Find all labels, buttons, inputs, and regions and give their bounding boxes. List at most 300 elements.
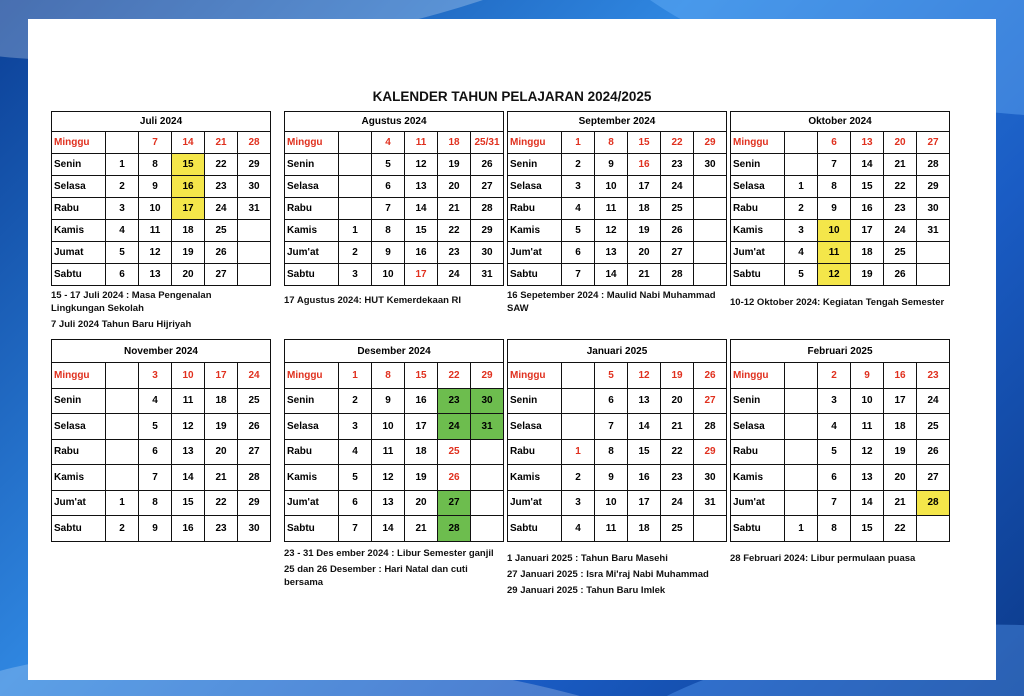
- date-cell: 12: [628, 363, 661, 389]
- date-cell: 19: [851, 264, 884, 286]
- week-day-row: [285, 414, 504, 440]
- week-day-row: [508, 132, 727, 154]
- month-table: [507, 111, 727, 286]
- day-name: Jum'at: [731, 242, 785, 264]
- date-cell: 12: [405, 154, 438, 176]
- date-cell: 20: [438, 176, 471, 198]
- date-cell: 18: [405, 439, 438, 465]
- date-cell: 31: [471, 414, 504, 440]
- date-cell: 17: [628, 176, 661, 198]
- week-day-row: [52, 176, 271, 198]
- date-cell: 22: [661, 132, 694, 154]
- date-cell: 9: [851, 363, 884, 389]
- date-cell: 9: [595, 465, 628, 491]
- date-cell: 8: [595, 132, 628, 154]
- date-cell: 30: [694, 154, 727, 176]
- week-day-row: [508, 414, 727, 440]
- date-cell: 26: [661, 220, 694, 242]
- week-day-row: [285, 516, 504, 542]
- date-cell: 15: [851, 176, 884, 198]
- date-cell: 1: [339, 363, 372, 389]
- date-cell: 22: [438, 363, 471, 389]
- day-name: Jum'at: [508, 242, 562, 264]
- week-day-row: [731, 176, 950, 198]
- week-day-row: [731, 414, 950, 440]
- month-name: November 2024: [52, 340, 271, 363]
- date-cell: [339, 132, 372, 154]
- date-cell: 27: [694, 388, 727, 414]
- day-name: Senin: [52, 154, 106, 176]
- week-day-row: [285, 154, 504, 176]
- date-cell: 20: [405, 490, 438, 516]
- date-cell: 3: [106, 198, 139, 220]
- date-cell: 5: [785, 264, 818, 286]
- date-cell: [339, 198, 372, 220]
- date-cell: 5: [595, 363, 628, 389]
- date-cell: 28: [694, 414, 727, 440]
- month-name: Juli 2024: [52, 112, 271, 132]
- date-cell: 16: [851, 198, 884, 220]
- date-cell: 6: [372, 176, 405, 198]
- date-cell: 16: [172, 176, 205, 198]
- date-cell: 3: [139, 363, 172, 389]
- month-notes: [507, 552, 722, 600]
- date-cell: 24: [205, 198, 238, 220]
- date-cell: 30: [238, 176, 271, 198]
- date-cell: 9: [372, 388, 405, 414]
- date-cell: 14: [595, 264, 628, 286]
- date-cell: [917, 264, 950, 286]
- date-cell: 15: [851, 516, 884, 542]
- date-cell: 7: [562, 264, 595, 286]
- week-day-row: [285, 465, 504, 491]
- date-cell: 4: [139, 388, 172, 414]
- week-day-row: [52, 363, 271, 389]
- date-cell: 15: [172, 490, 205, 516]
- date-cell: 16: [405, 242, 438, 264]
- date-cell: [238, 220, 271, 242]
- date-cell: 25: [884, 242, 917, 264]
- date-cell: 9: [372, 242, 405, 264]
- date-cell: 16: [884, 363, 917, 389]
- day-name: Minggu: [508, 132, 562, 154]
- date-cell: 23: [438, 242, 471, 264]
- week-day-row: [52, 264, 271, 286]
- date-cell: 11: [372, 439, 405, 465]
- day-name: Kamis: [731, 220, 785, 242]
- date-cell: 2: [106, 516, 139, 542]
- date-cell: 2: [106, 176, 139, 198]
- week-day-row: [285, 176, 504, 198]
- date-cell: 17: [405, 264, 438, 286]
- date-cell: 5: [562, 220, 595, 242]
- date-cell: 21: [628, 264, 661, 286]
- date-cell: [694, 220, 727, 242]
- date-cell: [785, 465, 818, 491]
- note-item: 28 Februari 2024: Libur permulaan puasa: [730, 553, 916, 564]
- week-day-row: [285, 198, 504, 220]
- date-cell: 7: [818, 490, 851, 516]
- date-cell: 27: [238, 439, 271, 465]
- date-cell: 30: [471, 242, 504, 264]
- date-cell: [106, 363, 139, 389]
- date-cell: 24: [884, 220, 917, 242]
- date-cell: 22: [205, 154, 238, 176]
- date-cell: 20: [661, 388, 694, 414]
- date-cell: 29: [471, 363, 504, 389]
- date-cell: 14: [405, 198, 438, 220]
- note-item: 23 - 31 Des ember 2024 : Libur Semester ganjil: [284, 548, 494, 559]
- date-cell: 16: [628, 465, 661, 491]
- date-cell: 5: [339, 465, 372, 491]
- date-cell: 29: [694, 439, 727, 465]
- date-cell: 7: [339, 516, 372, 542]
- date-cell: 29: [238, 490, 271, 516]
- day-name: Minggu: [285, 132, 339, 154]
- week-day-row: [52, 242, 271, 264]
- date-cell: 11: [818, 242, 851, 264]
- date-cell: 23: [661, 154, 694, 176]
- date-cell: 26: [205, 242, 238, 264]
- date-cell: 15: [628, 439, 661, 465]
- week-day-row: [508, 490, 727, 516]
- date-cell: 17: [884, 388, 917, 414]
- date-cell: 1: [562, 439, 595, 465]
- date-cell: 10: [372, 414, 405, 440]
- date-cell: 6: [106, 264, 139, 286]
- week-day-row: [285, 388, 504, 414]
- week-day-row: [731, 132, 950, 154]
- day-name: Selasa: [508, 176, 562, 198]
- date-cell: 26: [917, 439, 950, 465]
- date-cell: 8: [372, 220, 405, 242]
- date-cell: 23: [205, 516, 238, 542]
- date-cell: 26: [471, 154, 504, 176]
- day-name: Rabu: [285, 198, 339, 220]
- week-day-row: [52, 516, 271, 542]
- date-cell: 22: [661, 439, 694, 465]
- date-cell: 1: [339, 220, 372, 242]
- date-cell: 29: [238, 154, 271, 176]
- day-name: Minggu: [285, 363, 339, 389]
- date-cell: 1: [785, 176, 818, 198]
- date-cell: [917, 242, 950, 264]
- date-cell: 27: [917, 132, 950, 154]
- date-cell: 25: [438, 439, 471, 465]
- date-cell: 13: [172, 439, 205, 465]
- day-name: Senin: [731, 388, 785, 414]
- date-cell: 10: [595, 176, 628, 198]
- date-cell: 3: [339, 414, 372, 440]
- date-cell: [562, 363, 595, 389]
- date-cell: 18: [205, 388, 238, 414]
- date-cell: [106, 439, 139, 465]
- week-day-row: [52, 132, 271, 154]
- date-cell: 16: [405, 388, 438, 414]
- date-cell: 2: [562, 465, 595, 491]
- date-cell: 24: [661, 490, 694, 516]
- date-cell: [339, 176, 372, 198]
- month-table: [730, 339, 950, 542]
- date-cell: 19: [205, 414, 238, 440]
- date-cell: 16: [172, 516, 205, 542]
- day-name: Senin: [508, 154, 562, 176]
- week-day-row: [508, 264, 727, 286]
- date-cell: [471, 439, 504, 465]
- date-cell: 18: [172, 220, 205, 242]
- date-cell: 22: [205, 490, 238, 516]
- date-cell: 10: [818, 220, 851, 242]
- date-cell: 11: [172, 388, 205, 414]
- day-name: Minggu: [52, 132, 106, 154]
- date-cell: [106, 132, 139, 154]
- week-day-row: [285, 264, 504, 286]
- date-cell: 2: [339, 388, 372, 414]
- date-cell: 2: [562, 154, 595, 176]
- date-cell: 18: [438, 132, 471, 154]
- day-name: Kamis: [508, 220, 562, 242]
- day-name: Rabu: [52, 198, 106, 220]
- week-day-row: [508, 388, 727, 414]
- date-cell: 9: [139, 176, 172, 198]
- date-cell: 1: [785, 516, 818, 542]
- date-cell: [785, 363, 818, 389]
- date-cell: [106, 388, 139, 414]
- week-day-row: [285, 242, 504, 264]
- day-name: Selasa: [731, 414, 785, 440]
- date-cell: 2: [785, 198, 818, 220]
- date-cell: 21: [405, 516, 438, 542]
- date-cell: 14: [372, 516, 405, 542]
- date-cell: [471, 465, 504, 491]
- date-cell: 26: [884, 264, 917, 286]
- day-name: Sabtu: [285, 264, 339, 286]
- date-cell: [694, 264, 727, 286]
- date-cell: [917, 516, 950, 542]
- note-item: 15 - 17 Juli 2024 : Masa Pengenalan Lingkungan Sekolah: [51, 290, 212, 314]
- week-day-row: [731, 242, 950, 264]
- date-cell: 26: [694, 363, 727, 389]
- date-cell: 31: [238, 198, 271, 220]
- day-name: Kamis: [285, 220, 339, 242]
- date-cell: 8: [595, 439, 628, 465]
- date-cell: 26: [438, 465, 471, 491]
- day-name: Senin: [285, 388, 339, 414]
- day-name: Sabtu: [508, 264, 562, 286]
- note-item: 7 Juli 2024 Tahun Baru Hijriyah: [51, 319, 192, 330]
- month-name: Agustus 2024: [285, 112, 504, 132]
- date-cell: 29: [471, 220, 504, 242]
- month-name: Februari 2025: [731, 340, 950, 363]
- date-cell: [785, 132, 818, 154]
- date-cell: 20: [884, 465, 917, 491]
- week-day-row: [52, 388, 271, 414]
- date-cell: 17: [205, 363, 238, 389]
- date-cell: 23: [205, 176, 238, 198]
- date-cell: 18: [884, 414, 917, 440]
- week-day-row: [508, 363, 727, 389]
- date-cell: 14: [172, 465, 205, 491]
- date-cell: 6: [562, 242, 595, 264]
- date-cell: 13: [139, 264, 172, 286]
- date-cell: [471, 516, 504, 542]
- day-name: Kamis: [52, 465, 106, 491]
- day-name: Jum'at: [508, 490, 562, 516]
- date-cell: 23: [884, 198, 917, 220]
- date-cell: 28: [238, 132, 271, 154]
- note-item: 25 dan 26 Desember : Hari Natal dan cuti bersama: [284, 564, 468, 588]
- date-cell: 14: [172, 132, 205, 154]
- date-cell: 11: [851, 414, 884, 440]
- date-cell: [694, 516, 727, 542]
- date-cell: 11: [595, 198, 628, 220]
- date-cell: 12: [851, 439, 884, 465]
- date-cell: 4: [339, 439, 372, 465]
- date-cell: 21: [205, 465, 238, 491]
- date-cell: 31: [694, 490, 727, 516]
- date-cell: 27: [661, 242, 694, 264]
- date-cell: 30: [238, 516, 271, 542]
- day-name: Minggu: [52, 363, 106, 389]
- date-cell: 7: [139, 465, 172, 491]
- date-cell: 28: [471, 198, 504, 220]
- date-cell: 19: [172, 242, 205, 264]
- day-name: Jumat: [52, 242, 106, 264]
- day-name: Minggu: [508, 363, 562, 389]
- week-day-row: [52, 465, 271, 491]
- month-name: Desember 2024: [285, 340, 504, 363]
- day-name: Senin: [731, 154, 785, 176]
- date-cell: 24: [238, 363, 271, 389]
- date-cell: [785, 154, 818, 176]
- date-cell: 31: [917, 220, 950, 242]
- month-table: [51, 339, 271, 542]
- date-cell: 7: [818, 154, 851, 176]
- date-cell: [785, 439, 818, 465]
- date-cell: 6: [139, 439, 172, 465]
- date-cell: 19: [661, 363, 694, 389]
- week-day-row: [52, 220, 271, 242]
- date-cell: 6: [339, 490, 372, 516]
- day-name: Selasa: [508, 414, 562, 440]
- day-name: Sabtu: [731, 516, 785, 542]
- date-cell: 13: [628, 388, 661, 414]
- day-name: Kamis: [52, 220, 106, 242]
- date-cell: 18: [628, 198, 661, 220]
- date-cell: 10: [139, 198, 172, 220]
- day-name: Rabu: [508, 198, 562, 220]
- date-cell: [694, 242, 727, 264]
- date-cell: 7: [372, 198, 405, 220]
- day-name: Minggu: [731, 363, 785, 389]
- date-cell: [339, 154, 372, 176]
- date-cell: 27: [205, 264, 238, 286]
- date-cell: 11: [595, 516, 628, 542]
- date-cell: 11: [405, 132, 438, 154]
- week-day-row: [52, 414, 271, 440]
- week-day-row: [731, 490, 950, 516]
- month-notes: [284, 547, 499, 592]
- date-cell: 27: [471, 176, 504, 198]
- date-cell: 29: [917, 176, 950, 198]
- day-name: Jum'at: [285, 242, 339, 264]
- date-cell: 10: [372, 264, 405, 286]
- date-cell: 8: [818, 176, 851, 198]
- month-name: Oktober 2024: [731, 112, 950, 132]
- week-day-row: [731, 264, 950, 286]
- date-cell: 30: [917, 198, 950, 220]
- week-day-row: [731, 516, 950, 542]
- date-cell: 6: [818, 465, 851, 491]
- date-cell: 14: [628, 414, 661, 440]
- date-cell: 3: [818, 388, 851, 414]
- date-cell: 12: [818, 264, 851, 286]
- date-cell: 4: [818, 414, 851, 440]
- week-day-row: [52, 198, 271, 220]
- day-name: Senin: [52, 388, 106, 414]
- month-notes: [51, 289, 266, 334]
- date-cell: 17: [172, 198, 205, 220]
- date-cell: 3: [562, 176, 595, 198]
- day-name: Jum'at: [285, 490, 339, 516]
- date-cell: 13: [372, 490, 405, 516]
- date-cell: 4: [106, 220, 139, 242]
- day-name: Sabtu: [285, 516, 339, 542]
- week-day-row: [285, 363, 504, 389]
- date-cell: 11: [139, 220, 172, 242]
- date-cell: [694, 198, 727, 220]
- date-cell: 20: [628, 242, 661, 264]
- month-notes: [730, 296, 965, 312]
- day-name: Sabtu: [508, 516, 562, 542]
- date-cell: 7: [595, 414, 628, 440]
- date-cell: 19: [884, 439, 917, 465]
- date-cell: 24: [438, 414, 471, 440]
- date-cell: [694, 176, 727, 198]
- date-cell: 21: [661, 414, 694, 440]
- date-cell: 2: [818, 363, 851, 389]
- date-cell: 15: [405, 220, 438, 242]
- date-cell: 3: [785, 220, 818, 242]
- week-day-row: [508, 220, 727, 242]
- date-cell: 10: [851, 388, 884, 414]
- date-cell: 23: [661, 465, 694, 491]
- date-cell: 4: [562, 198, 595, 220]
- date-cell: 4: [785, 242, 818, 264]
- week-day-row: [285, 490, 504, 516]
- date-cell: 12: [595, 220, 628, 242]
- day-name: Kamis: [285, 465, 339, 491]
- day-name: Rabu: [52, 439, 106, 465]
- date-cell: 10: [172, 363, 205, 389]
- week-day-row: [52, 154, 271, 176]
- date-cell: 12: [139, 242, 172, 264]
- date-cell: 25: [917, 414, 950, 440]
- date-cell: 28: [917, 154, 950, 176]
- date-cell: 31: [471, 264, 504, 286]
- day-name: Senin: [508, 388, 562, 414]
- date-cell: 20: [884, 132, 917, 154]
- date-cell: 21: [205, 132, 238, 154]
- month-table: [730, 111, 950, 286]
- date-cell: 27: [438, 490, 471, 516]
- week-day-row: [731, 388, 950, 414]
- month-table: [284, 339, 504, 542]
- week-day-row: [731, 154, 950, 176]
- date-cell: 15: [405, 363, 438, 389]
- date-cell: [471, 490, 504, 516]
- date-cell: 13: [851, 132, 884, 154]
